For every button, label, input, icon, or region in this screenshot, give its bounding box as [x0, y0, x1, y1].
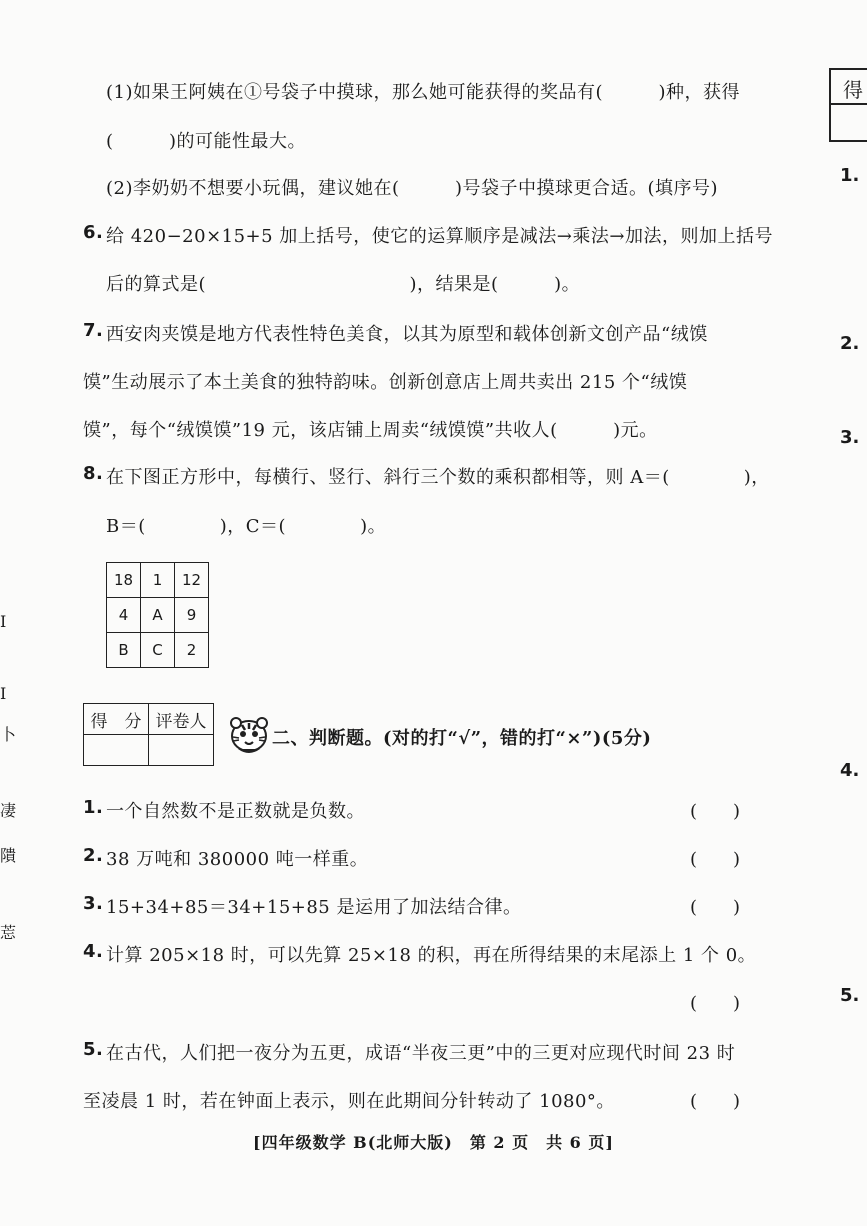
question-number: 5. — [83, 1039, 104, 1060]
question-number: 8. — [83, 463, 104, 484]
right-margin-number: 4. — [840, 760, 860, 781]
score-table — [83, 703, 214, 766]
answer-parenthesis[interactable]: ( ) — [690, 897, 741, 918]
grid-cell: 18 — [107, 563, 141, 598]
left-margin-char: 隤 — [0, 846, 17, 865]
section-2-title: 二、判断题。(对的打“√”，错的打“×”)(5分) — [272, 728, 652, 749]
page-footer: [四年级数学 B(北师大版) 第 2 页 共 6 页] — [253, 1133, 614, 1152]
score-box-divider — [829, 103, 867, 105]
question-number: 4. — [83, 941, 104, 962]
question-6-answer-line: 后的算式是( )，结果是( )。 — [106, 274, 581, 295]
grid-cell: 9 — [175, 598, 209, 633]
answer-parenthesis[interactable]: ( ) — [690, 1091, 741, 1112]
score-cell[interactable] — [84, 735, 149, 766]
grid-cell: 1 — [141, 563, 175, 598]
grid-cell: C — [141, 633, 175, 668]
answer-parenthesis[interactable]: ( ) — [690, 801, 741, 822]
left-margin-char: I — [0, 684, 7, 703]
question-8-answer-line: B＝( )，C＝( )。 — [106, 516, 387, 537]
judge-question-text: 在古代，人们把一夜分为五更，成语“半夜三更”中的三更对应现代时间 23 时 — [106, 1043, 736, 1064]
question-number: 6. — [83, 222, 104, 243]
right-margin-number: 3. — [840, 427, 860, 448]
subquestion-1-cont: ( )的可能性最大。 — [106, 131, 307, 152]
right-margin-number: 1. — [840, 165, 860, 186]
grader-cell[interactable] — [149, 735, 214, 766]
tiger-mascot-icon — [228, 715, 270, 755]
left-margin-char: 凄 — [0, 801, 17, 820]
question-7-text-cont: 馍”生动展示了本土美食的独特韵味。创新创意店上周共卖出 215 个“绒馍 — [83, 372, 688, 393]
judge-question-text-cont: 至凌晨 1 时，若在钟面上表示，则在此期间分针转动了 1080°。 — [83, 1091, 615, 1112]
question-number: 7. — [83, 320, 104, 341]
left-margin-char: 莣 — [0, 923, 17, 942]
grid-cell: 12 — [175, 563, 209, 598]
question-number: 1. — [83, 797, 104, 818]
question-7-text-cont: 馍”，每个“绒馍馍”19 元，该店铺上周卖“绒馍馍”共收人( )元。 — [83, 420, 658, 441]
judge-question-text: 38 万吨和 380000 吨一样重。 — [106, 849, 369, 870]
subquestion-1-line: (1)如果王阿姨在①号袋子中摸球，那么她可能获得的奖品有( )种，获得 — [106, 82, 741, 103]
question-number: 2. — [83, 845, 104, 866]
question-6-text: 给 420−20×15+5 加上括号，使它的运算顺序是减法→乘法→加法，则加上括号 — [106, 226, 773, 247]
judge-question-text: 计算 205×18 时，可以先算 25×18 的积，再在所得结果的末尾添上 1 个 0。 — [106, 945, 757, 966]
score-box-label: 得 — [843, 78, 863, 102]
right-margin-number: 5. — [840, 985, 860, 1006]
answer-parenthesis[interactable]: ( ) — [690, 849, 741, 870]
judge-question-text: 一个自然数不是正数就是负数。 — [106, 801, 365, 822]
question-number: 3. — [83, 893, 104, 914]
answer-parenthesis[interactable]: ( ) — [690, 993, 741, 1014]
score-header: 得 分 — [84, 704, 149, 735]
grid-cell: B — [107, 633, 141, 668]
subquestion-2-line: (2)李奶奶不想要小玩偶，建议她在( )号袋子中摸球更合适。(填序号) — [106, 178, 719, 199]
grid-cell: A — [141, 598, 175, 633]
left-margin-char: 卜 — [0, 725, 17, 744]
question-8-text: 在下图正方形中，每横行、竖行、斜行三个数的乘积都相等，则 A＝( )， — [106, 467, 770, 488]
question-7-text: 西安肉夹馍是地方代表性特色美食，以其为原型和载体创新文创产品“绒馍 — [106, 324, 708, 345]
left-margin-char: I — [0, 612, 7, 631]
grid-cell: 2 — [175, 633, 209, 668]
judge-question-text: 15+34+85＝34+15+85 是运用了加法结合律。 — [106, 897, 522, 918]
grader-header: 评卷人 — [149, 704, 214, 735]
grid-cell: 4 — [107, 598, 141, 633]
right-margin-number: 2. — [840, 333, 860, 354]
magic-square-grid — [106, 562, 209, 668]
